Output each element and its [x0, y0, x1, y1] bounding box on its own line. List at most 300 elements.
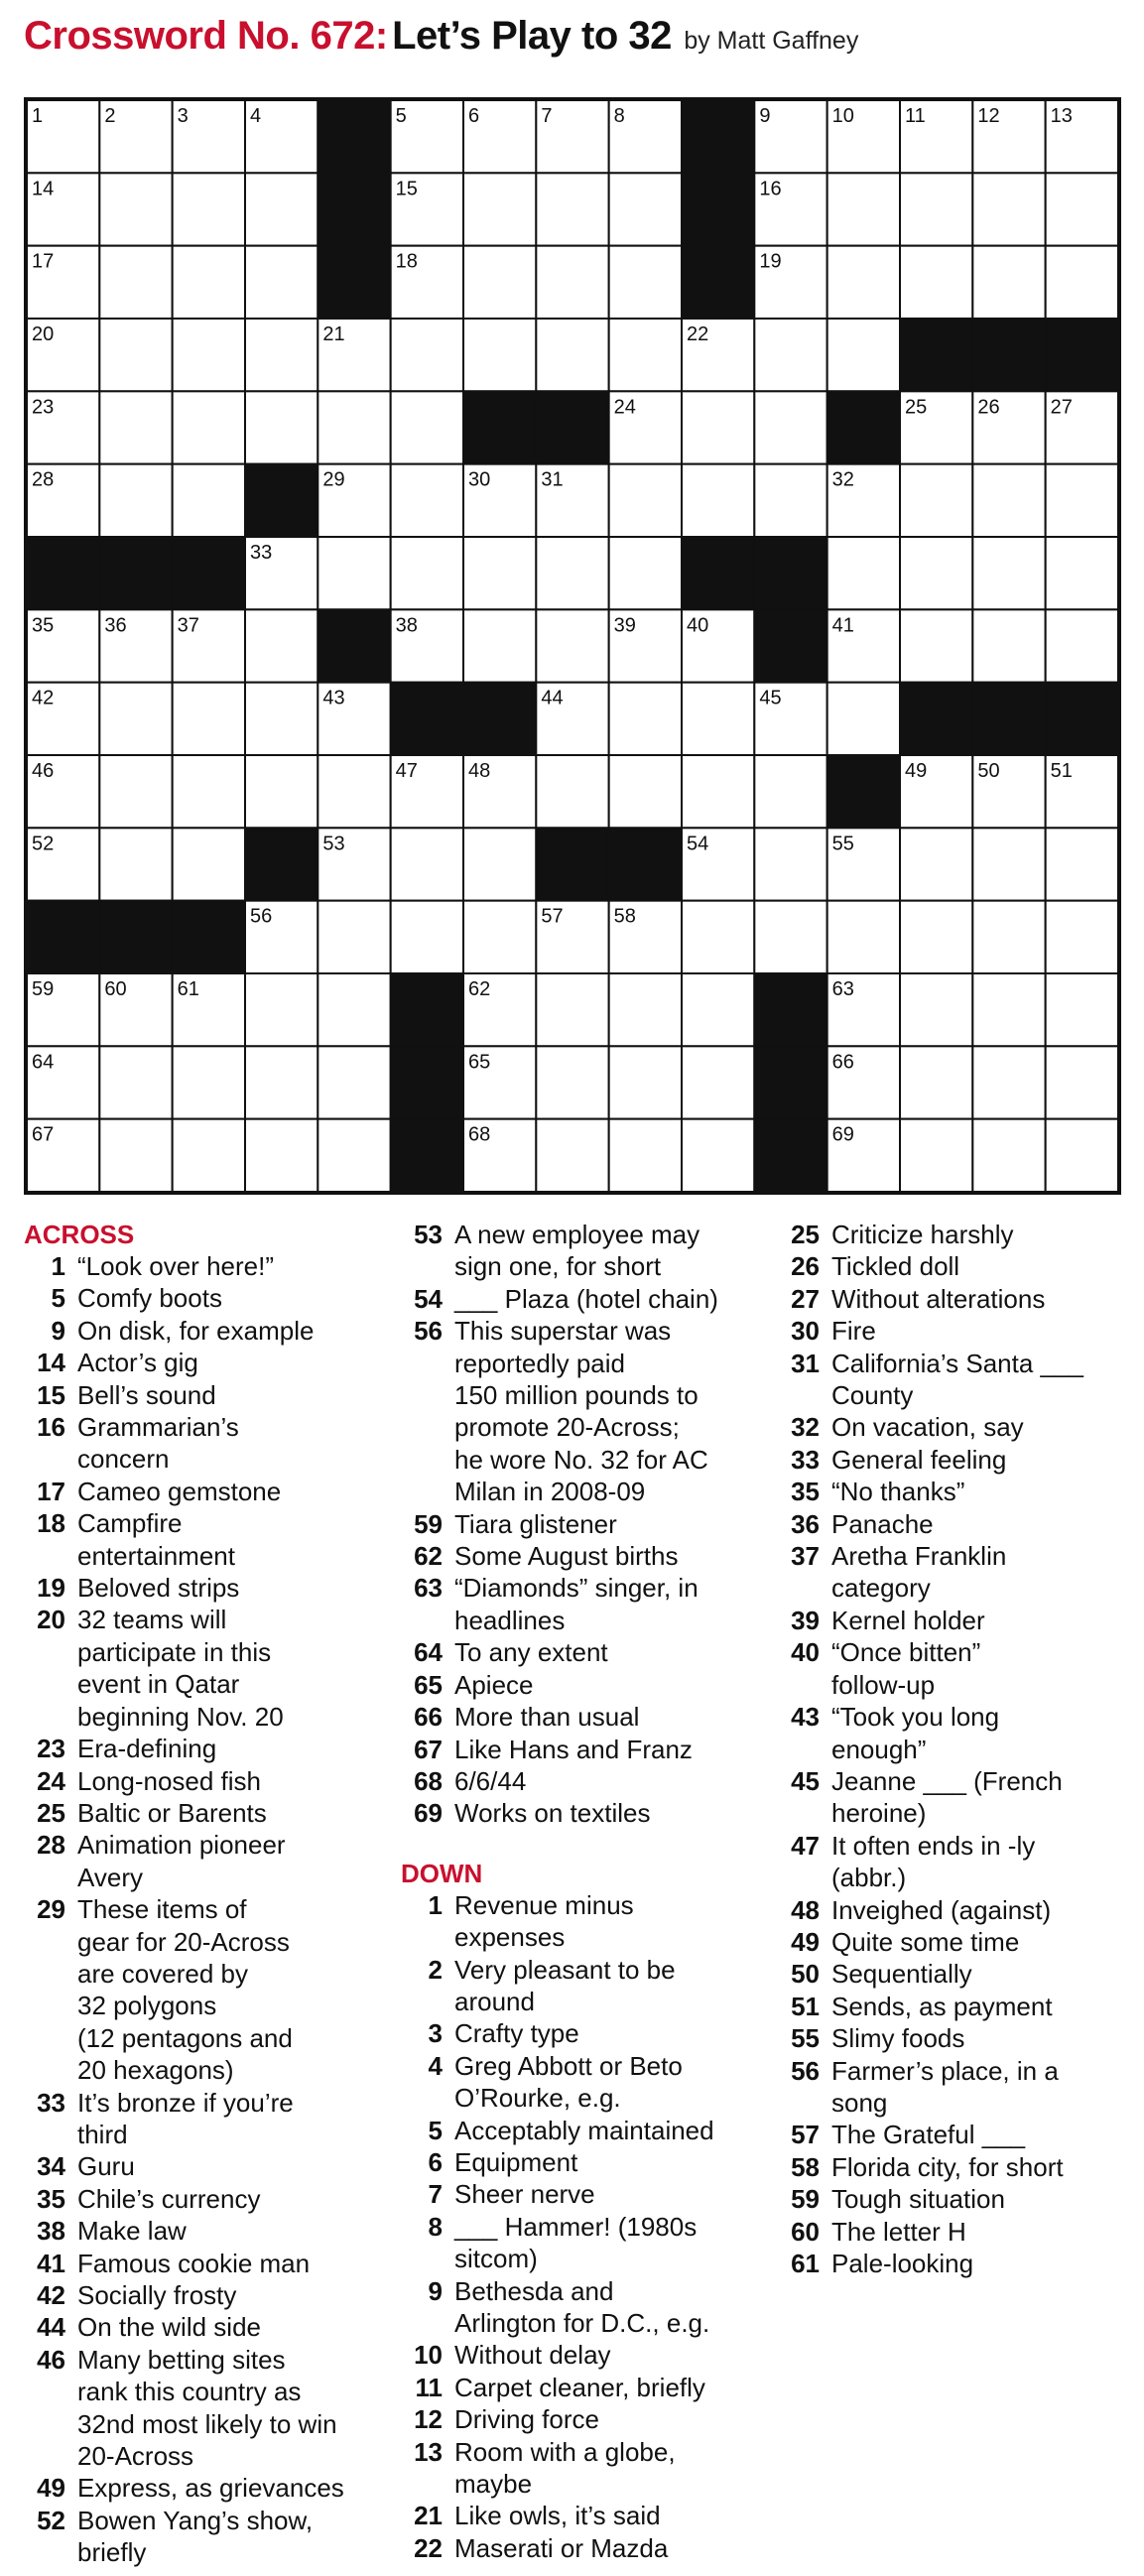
clue-item[interactable]	[24, 2150, 411, 2182]
grid-cell[interactable]	[754, 391, 826, 463]
grid-cell[interactable]	[245, 173, 318, 245]
grid-cell[interactable]	[609, 755, 682, 828]
cell-number: 69	[831, 1123, 854, 1146]
clue-item[interactable]	[24, 1282, 411, 1314]
clue-number: 38	[37, 2216, 65, 2247]
grid-cell[interactable]	[99, 828, 172, 900]
clue-number: 24	[37, 1765, 65, 1796]
clue-item[interactable]	[401, 1636, 788, 1668]
clue-number: 61	[791, 2249, 820, 2278]
grid-cell[interactable]	[99, 683, 172, 755]
clue-text: Room with a globe, maybe	[454, 2436, 676, 2500]
grid-cell[interactable]	[1046, 246, 1118, 319]
grid-cell[interactable]	[827, 901, 900, 973]
clue-item[interactable]	[24, 2344, 411, 2473]
clue-item[interactable]	[401, 2436, 788, 2501]
clue-number: 66	[414, 1702, 443, 1733]
grid-cell[interactable]	[1046, 901, 1118, 973]
grid-cell[interactable]	[972, 464, 1045, 537]
grid-cell[interactable]	[609, 683, 682, 755]
grid-cell[interactable]	[99, 173, 172, 245]
grid-cell[interactable]	[173, 319, 245, 391]
grid-cell[interactable]	[972, 173, 1045, 245]
grid-cell[interactable]	[463, 246, 536, 319]
grid-cell[interactable]	[900, 1119, 972, 1192]
grid-cell[interactable]	[900, 1046, 972, 1118]
clue-item[interactable]	[401, 1889, 788, 1954]
clue-item[interactable]	[401, 1508, 788, 1540]
grid-cell[interactable]	[245, 1119, 318, 1192]
grid-cell[interactable]	[972, 1046, 1045, 1118]
grid-cell[interactable]	[1046, 537, 1118, 609]
clue-item[interactable]	[24, 1250, 411, 1282]
grid-cell[interactable]	[827, 683, 900, 755]
clue-number: 14	[37, 1348, 65, 1378]
grid-cell[interactable]	[900, 537, 972, 609]
grid-cell[interactable]	[1046, 173, 1118, 245]
grid-block	[609, 828, 682, 900]
clue-item[interactable]	[24, 2311, 411, 2343]
grid-block	[1046, 683, 1118, 755]
clue-item[interactable]	[778, 2151, 1135, 2183]
clue-item[interactable]	[778, 1219, 1135, 1250]
grid-cell[interactable]	[318, 755, 390, 828]
clue-number: 68	[414, 1765, 443, 1796]
grid-block	[754, 973, 826, 1046]
clue-number: 30	[791, 1316, 820, 1347]
grid-cell[interactable]	[536, 609, 608, 682]
grid-cell[interactable]	[682, 901, 754, 973]
cell-number: 11	[905, 105, 926, 127]
grid-cell[interactable]	[173, 1119, 245, 1192]
grid-cell[interactable]	[99, 246, 172, 319]
cell-number: 57	[541, 905, 564, 928]
grid-cell[interactable]	[99, 391, 172, 463]
grid-cell[interactable]	[1046, 828, 1118, 900]
grid-cell[interactable]	[318, 1046, 390, 1118]
clue-text: Bethesda and Arlington for D.C., e.g.	[454, 2275, 710, 2338]
clue-text: Inveighed (against)	[831, 1894, 1052, 1925]
clue-text: Sheer nerve	[454, 2179, 595, 2210]
grid-cell[interactable]	[245, 609, 318, 682]
clue-item[interactable]	[778, 1830, 1135, 1894]
grid-cell[interactable]	[682, 464, 754, 537]
grid-cell[interactable]	[318, 391, 390, 463]
clue-item[interactable]	[778, 1444, 1135, 1476]
clue-item[interactable]	[778, 1765, 1135, 1830]
grid-cell[interactable]	[972, 973, 1045, 1046]
clue-item[interactable]	[778, 2055, 1135, 2120]
clue-text: Some August births	[454, 1541, 679, 1572]
clue-text: Beloved strips	[77, 1573, 240, 1604]
clue-item[interactable]	[401, 1765, 788, 1797]
clue-list	[24, 1219, 1125, 2568]
clue-item[interactable]	[401, 1572, 788, 1636]
clue-item[interactable]	[401, 1219, 788, 1283]
cell-number: 54	[687, 833, 709, 855]
grid-cell[interactable]	[900, 173, 972, 245]
puzzle-byline: by Matt Gaffney	[684, 27, 859, 55]
clue-number: 1	[428, 1889, 443, 1920]
cell-number: 68	[468, 1123, 491, 1146]
clue-number: 29	[37, 1894, 65, 1925]
cell-number: 40	[687, 614, 709, 637]
clue-item[interactable]	[401, 2178, 788, 2210]
grid-cell[interactable]	[827, 537, 900, 609]
clue-item[interactable]	[401, 2532, 788, 2564]
cell-number: 1	[32, 105, 44, 127]
grid-cell[interactable]	[173, 173, 245, 245]
clue-item[interactable]	[401, 2500, 788, 2531]
grid-cell[interactable]	[391, 828, 463, 900]
cell-number: 36	[104, 614, 127, 637]
grid-cell[interactable]	[609, 319, 682, 391]
clue-item[interactable]	[24, 1733, 411, 1764]
clue-item[interactable]	[24, 1507, 411, 1572]
clue-item[interactable]	[401, 2211, 788, 2275]
clue-item[interactable]	[24, 1765, 411, 1797]
grid-block	[27, 901, 99, 973]
grid-cell[interactable]	[173, 1046, 245, 1118]
clue-item[interactable]	[24, 2248, 411, 2279]
grid-cell[interactable]	[391, 464, 463, 537]
grid-cell[interactable]	[682, 1046, 754, 1118]
grid-cell[interactable]	[536, 246, 608, 319]
clue-item[interactable]	[401, 2275, 788, 2340]
grid-block	[391, 1046, 463, 1118]
clue-text: Sequentially	[831, 1959, 972, 1990]
grid-cell[interactable]	[391, 319, 463, 391]
clue-text: Maserati or Mazda	[454, 2532, 669, 2563]
grid-cell[interactable]	[536, 319, 608, 391]
clue-item[interactable]	[778, 1315, 1135, 1347]
clue-text: Without alterations	[831, 1283, 1046, 1314]
grid-cell[interactable]	[972, 537, 1045, 609]
clue-item[interactable]	[24, 1893, 411, 2086]
cell-number: 24	[613, 396, 636, 419]
clue-text: Long-nosed fish	[77, 1765, 262, 1796]
clue-item[interactable]	[778, 1636, 1135, 1701]
clue-item[interactable]	[24, 1572, 411, 1604]
clue-item[interactable]	[401, 2115, 788, 2146]
grid-cell[interactable]	[99, 755, 172, 828]
clue-item[interactable]	[778, 1250, 1135, 1282]
grid-cell[interactable]	[682, 683, 754, 755]
clue-text: Chile’s currency	[77, 2183, 261, 2214]
grid-cell[interactable]	[536, 173, 608, 245]
grid-cell[interactable]	[173, 246, 245, 319]
clue-item[interactable]	[778, 1605, 1135, 1636]
clue-item[interactable]	[24, 2215, 411, 2247]
grid-cell[interactable]	[245, 1046, 318, 1118]
cell-number: 33	[250, 542, 273, 564]
clue-item[interactable]	[24, 2183, 411, 2215]
grid-cell[interactable]	[245, 391, 318, 463]
clue-text: On vacation, say	[831, 1412, 1024, 1443]
clue-number: 18	[37, 1508, 65, 1539]
clue-item[interactable]	[24, 2472, 411, 2504]
clue-item[interactable]	[24, 1315, 411, 1347]
grid-cell[interactable]	[1046, 1119, 1118, 1192]
clue-item[interactable]	[778, 1958, 1135, 1990]
clue-text: Bowen Yang’s show, briefly	[77, 2505, 314, 2568]
cell-number: 2	[104, 105, 116, 127]
clue-number: 35	[37, 2183, 65, 2214]
clue-item[interactable]	[24, 2087, 411, 2151]
grid-cell[interactable]	[99, 1046, 172, 1118]
clue-text: Socially frosty	[77, 2280, 237, 2310]
grid-cell[interactable]	[972, 246, 1045, 319]
grid-cell[interactable]	[609, 973, 682, 1046]
clue-text: On disk, for example	[77, 1315, 315, 1346]
grid-cell[interactable]	[318, 537, 390, 609]
grid-cell[interactable]	[1046, 464, 1118, 537]
clue-item[interactable]	[401, 2017, 788, 2049]
grid-cell[interactable]	[972, 1119, 1045, 1192]
grid-cell[interactable]	[900, 828, 972, 900]
grid-cell[interactable]	[391, 391, 463, 463]
clue-text: Works on textiles	[454, 1798, 651, 1829]
grid-cell[interactable]	[99, 1119, 172, 1192]
clue-item[interactable]	[24, 1797, 411, 1829]
clue-text: Without delay	[454, 2340, 611, 2371]
grid-cell[interactable]	[173, 391, 245, 463]
clue-item[interactable]	[778, 1894, 1135, 1926]
grid-block	[754, 1046, 826, 1118]
grid-cell[interactable]	[463, 828, 536, 900]
puzzle-title	[24, 14, 858, 73]
clue-item[interactable]	[401, 2050, 788, 2115]
clue-text: Florida city, for short	[831, 2151, 1064, 2182]
clue-number: 60	[791, 2216, 820, 2247]
clue-number: 22	[414, 2532, 443, 2563]
clue-number: 1	[51, 1251, 65, 1281]
grid-cell[interactable]	[609, 246, 682, 319]
grid-cell[interactable]	[972, 901, 1045, 973]
clue-item[interactable]	[24, 1379, 411, 1411]
clue-text: Actor’s gig	[77, 1348, 198, 1378]
cell-number: 4	[250, 105, 262, 127]
grid-cell[interactable]	[609, 464, 682, 537]
grid-cell[interactable]	[463, 173, 536, 245]
grid-cell[interactable]	[754, 755, 826, 828]
clue-item[interactable]	[778, 1411, 1135, 1443]
grid-cell[interactable]	[609, 1119, 682, 1192]
grid-cell[interactable]	[173, 464, 245, 537]
clue-text: Baltic or Barents	[77, 1797, 267, 1828]
puzzle-name: Let’s Play to 32	[392, 14, 672, 58]
clue-text: Fire	[831, 1316, 876, 1347]
clue-number: 16	[37, 1412, 65, 1443]
clue-item[interactable]	[778, 1701, 1135, 1765]
grid-block	[972, 319, 1045, 391]
cell-number: 44	[541, 687, 564, 709]
clue-item[interactable]	[778, 2022, 1135, 2054]
grid-cell[interactable]	[245, 319, 318, 391]
grid-block	[682, 100, 754, 173]
clue-item[interactable]	[401, 1315, 788, 1507]
cell-number: 53	[322, 833, 345, 855]
grid-block	[754, 609, 826, 682]
grid-cell[interactable]	[682, 755, 754, 828]
clue-item[interactable]	[401, 1734, 788, 1765]
grid-cell[interactable]	[173, 828, 245, 900]
clue-number: 7	[428, 2179, 443, 2210]
grid-cell[interactable]	[245, 683, 318, 755]
clue-number: 17	[37, 1476, 65, 1506]
cell-number: 5	[395, 105, 407, 127]
clue-item[interactable]	[778, 1348, 1135, 1412]
grid-cell[interactable]	[827, 246, 900, 319]
clue-item[interactable]	[401, 2339, 788, 2371]
cell-number: 61	[177, 978, 199, 1000]
clue-item[interactable]	[401, 1797, 788, 1829]
cell-number: 56	[250, 905, 273, 928]
grid-cell[interactable]	[463, 901, 536, 973]
grid-cell[interactable]	[536, 1119, 608, 1192]
grid-cell[interactable]	[609, 1046, 682, 1118]
grid-cell[interactable]	[99, 319, 172, 391]
grid-block	[173, 537, 245, 609]
grid-cell[interactable]	[391, 537, 463, 609]
grid-cell[interactable]	[827, 173, 900, 245]
clue-item[interactable]	[24, 2279, 411, 2311]
grid-cell[interactable]	[609, 537, 682, 609]
grid-cell[interactable]	[318, 901, 390, 973]
clue-item[interactable]	[778, 1283, 1135, 1315]
grid-cell[interactable]	[827, 319, 900, 391]
cell-number: 49	[905, 760, 928, 782]
grid-cell[interactable]	[536, 973, 608, 1046]
clue-number: 10	[414, 2340, 443, 2371]
grid-cell[interactable]	[900, 901, 972, 973]
cell-number: 3	[177, 105, 189, 127]
clue-number: 13	[414, 2436, 443, 2467]
grid-cell[interactable]	[1046, 1046, 1118, 1118]
cell-number: 13	[1050, 105, 1073, 127]
grid-cell[interactable]	[682, 391, 754, 463]
grid-cell[interactable]	[1046, 609, 1118, 682]
grid-cell[interactable]	[245, 755, 318, 828]
clue-text: Driving force	[454, 2404, 599, 2435]
clue-text: Carpet cleaner, briefly	[454, 2372, 705, 2402]
grid-cell[interactable]	[536, 755, 608, 828]
clue-item[interactable]	[778, 2119, 1135, 2150]
clue-number: 2	[428, 1954, 443, 1985]
grid-cell[interactable]	[972, 609, 1045, 682]
clue-item[interactable]	[401, 2372, 788, 2403]
clue-item[interactable]	[401, 1283, 788, 1315]
grid-cell[interactable]	[536, 537, 608, 609]
clue-item[interactable]	[401, 2146, 788, 2178]
grid-cell[interactable]	[682, 973, 754, 1046]
grid-cell[interactable]	[318, 973, 390, 1046]
grid-cell[interactable]	[463, 537, 536, 609]
grid-cell[interactable]	[536, 1046, 608, 1118]
clue-text: ___ Plaza (hotel chain)	[454, 1283, 718, 1314]
clue-item[interactable]	[401, 1669, 788, 1701]
clue-item[interactable]	[778, 1540, 1135, 1605]
clue-text: “Look over here!”	[77, 1251, 274, 1281]
grid-cell[interactable]	[900, 246, 972, 319]
clue-item[interactable]	[778, 1991, 1135, 2022]
clue-number: 58	[791, 2151, 820, 2182]
grid-cell[interactable]	[754, 319, 826, 391]
cell-number: 67	[32, 1123, 55, 1146]
grid-cell[interactable]	[245, 246, 318, 319]
cell-number: 26	[977, 396, 1000, 419]
grid-cell[interactable]	[754, 828, 826, 900]
clue-number: 65	[414, 1669, 443, 1700]
clue-item[interactable]	[401, 2403, 788, 2435]
clue-item[interactable]	[24, 1829, 411, 1893]
grid-canvas	[27, 100, 1118, 1192]
grid-cell[interactable]	[900, 464, 972, 537]
clue-item[interactable]	[778, 1476, 1135, 1507]
clue-item[interactable]	[778, 2216, 1135, 2248]
clue-item[interactable]	[24, 2505, 411, 2569]
clue-text: Animation pioneer Avery	[77, 1830, 286, 1892]
clue-number: 55	[791, 2023, 820, 2054]
grid-cell[interactable]	[173, 683, 245, 755]
grid-block	[463, 683, 536, 755]
clue-number: 62	[414, 1541, 443, 1572]
grid-cell[interactable]	[1046, 973, 1118, 1046]
cell-number: 48	[468, 760, 491, 782]
clue-item[interactable]	[401, 1540, 788, 1572]
grid-cell[interactable]	[245, 973, 318, 1046]
clue-text: Slimy foods	[831, 2023, 965, 2054]
clue-item[interactable]	[24, 1411, 411, 1476]
puzzle-number: Crossword No. 672:	[24, 14, 388, 58]
grid-block	[245, 828, 318, 900]
grid-cell[interactable]	[173, 755, 245, 828]
clue-item[interactable]	[24, 1476, 411, 1507]
grid-cell[interactable]	[99, 464, 172, 537]
grid-cell[interactable]	[900, 609, 972, 682]
clue-item[interactable]	[401, 1954, 788, 2018]
clue-item[interactable]	[24, 1347, 411, 1378]
clue-item[interactable]	[778, 2183, 1135, 2215]
grid-cell[interactable]	[318, 1119, 390, 1192]
cell-number: 43	[322, 687, 345, 709]
clue-column-2	[401, 1219, 788, 2564]
grid-cell[interactable]	[900, 973, 972, 1046]
clue-item[interactable]	[778, 1926, 1135, 1958]
cell-number: 62	[468, 978, 491, 1000]
grid-cell[interactable]	[391, 901, 463, 973]
grid-cell[interactable]	[972, 828, 1045, 900]
cell-number: 59	[32, 978, 55, 1000]
clue-text: Equipment	[454, 2146, 578, 2177]
clue-item[interactable]	[778, 1508, 1135, 1540]
cell-number: 10	[831, 105, 854, 127]
grid-cell[interactable]	[609, 173, 682, 245]
cell-number: 25	[905, 396, 928, 419]
clue-number: 45	[791, 1765, 820, 1796]
clue-item[interactable]	[401, 1701, 788, 1733]
grid-cell[interactable]	[682, 1119, 754, 1192]
across-heading: ACROSS	[24, 1220, 135, 1249]
clue-item[interactable]	[24, 1604, 411, 1733]
grid-cell[interactable]	[754, 464, 826, 537]
grid-cell[interactable]	[463, 319, 536, 391]
grid-block	[682, 246, 754, 319]
grid-cell[interactable]	[754, 901, 826, 973]
clue-item[interactable]	[778, 2248, 1135, 2279]
cell-number: 38	[395, 614, 418, 637]
grid-cell[interactable]	[463, 609, 536, 682]
